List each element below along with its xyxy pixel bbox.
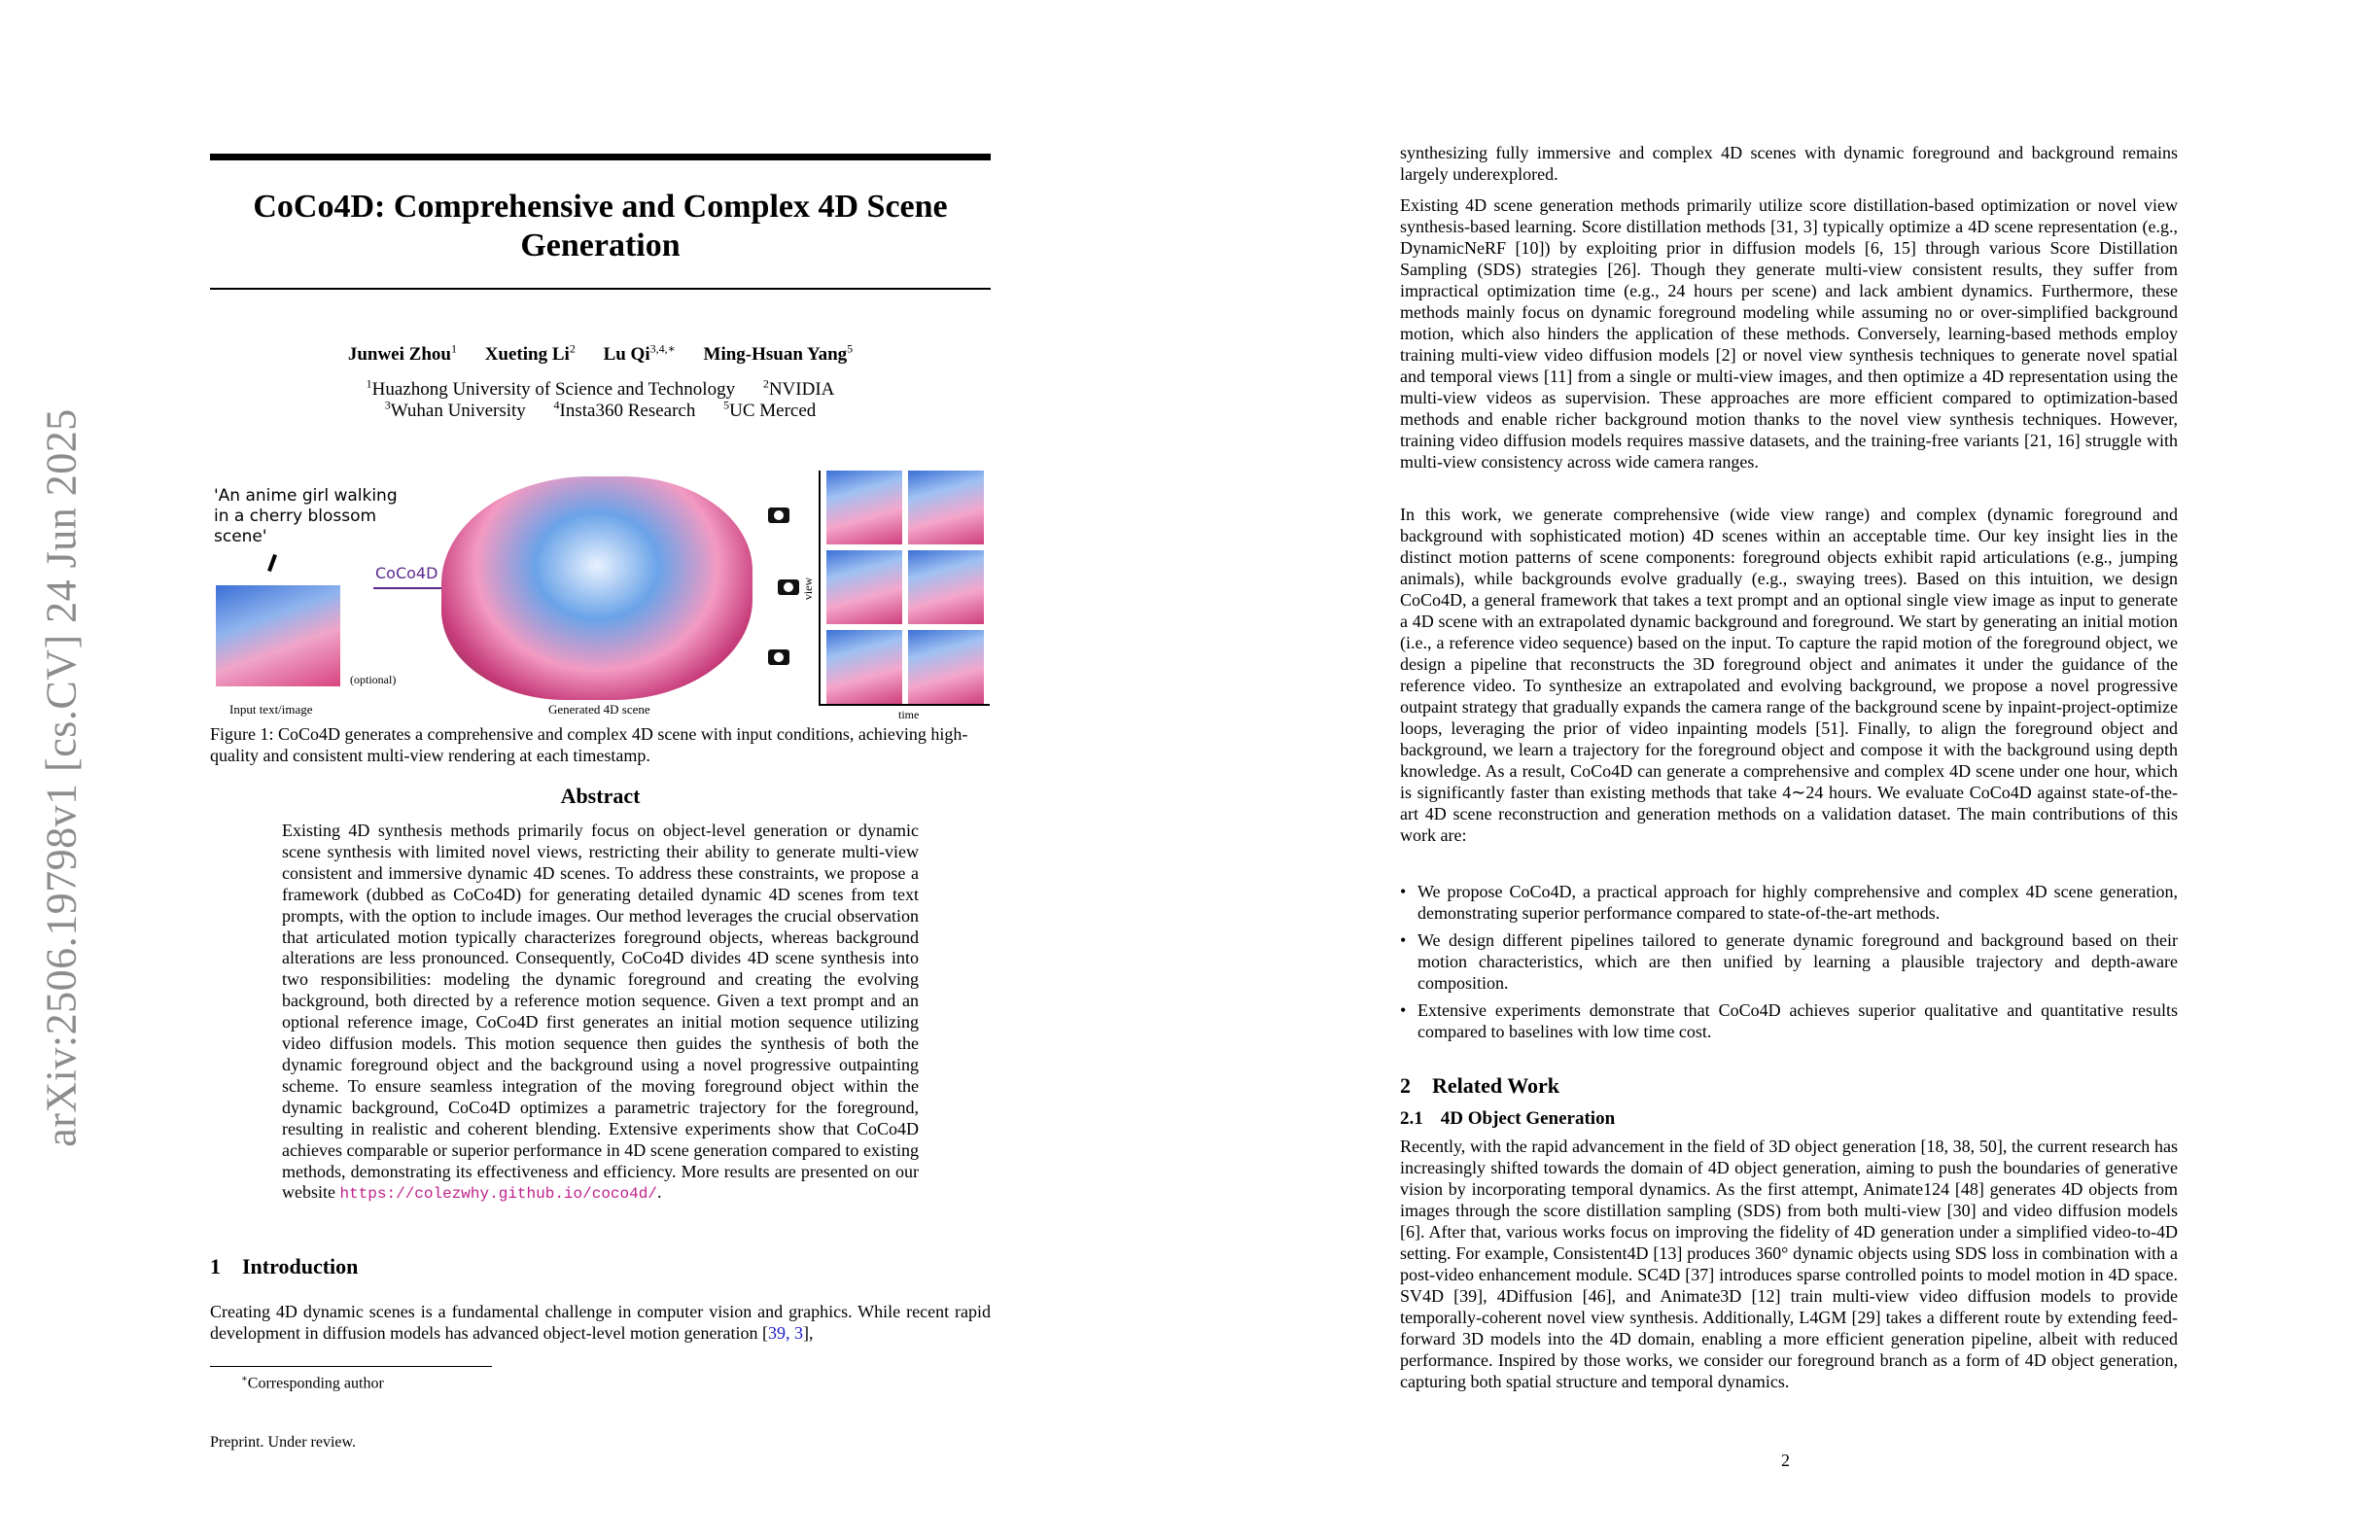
intro-paragraph-continued: synthesizing fully immersive and complex 4D scenes with dynamic foreground and background remains largely underexplored. xyxy=(1400,143,2178,184)
view-thumbnail xyxy=(826,630,902,704)
citation-link[interactable]: 39, 3 xyxy=(768,1323,804,1343)
time-axis xyxy=(819,704,990,706)
abstract-text: Existing 4D synthesis methods primarily focus on object-level generation or dynamic scene synthesis with limited novel views, restricting their ability to generate multi-view consistent and immersive dynamic 4D scenes. To address these constraints, we propose a framework (dubbed as CoCo4D) for generating detailed dynamic 4D scenes from text prompts, with the option to include images. Our method leverages the crucial observation that articulated motion typically characterizes foreground objects, whereas background alterations are less pronounced. Consequently, CoCo4D divides 4D scene synthesis into two responsibilities: modeling the dynamic foreground and creating the evolving background, both directed by a reference motion sequence. Given a text prompt and an optional reference image, CoCo4D first generates an initial motion sequence utilizing video diffusion models. This motion sequence then guides the synthesis of both the dynamic foreground object and the background using a novel progressive outpainting scheme. To ensure seamless integration of the moving foreground object within the dynamic background, CoCo4D optimizes a parametric trajectory for the foreground, resulting in realistic and coherent blending. Extensive experiments show that CoCo4D achieves comparable or superior performance in 4D scene generation compared to existing methods, demonstrating its effectiveness and efficiency. More results are presented on our website https://colezwhy.github.io/coco4d/. xyxy=(282,821,919,1204)
footnote-rule xyxy=(210,1366,492,1367)
view-thumbnail xyxy=(826,550,902,624)
time-axis-label: time xyxy=(898,708,920,721)
camera-icon xyxy=(768,649,789,665)
affiliations-line-2: $^3$Wuhan University $^4$Insta360 Research $^5$UC Merced xyxy=(384,399,817,422)
view-axis xyxy=(819,471,821,704)
list-item: • We design different pipelines tailored to generate dynamic foreground and background based on their motion characteristics, which are then unified by learning a plausible trajectory and depth-aware composition. xyxy=(1400,929,2178,994)
view-axis-label: view xyxy=(801,577,816,601)
section-heading-related-work: 2 Related Work xyxy=(1400,1073,1559,1098)
figure-prompt-text: 'An anime girl walking in a cherry blossom scene' xyxy=(214,486,398,546)
list-item: • Extensive experiments demonstrate that CoCo4D achieves superior qualitative and quantitative results compared to baselines with low time cost. xyxy=(1400,999,2178,1042)
subsection-heading-4d-object-generation: 2.1 4D Object Generation xyxy=(1400,1108,1616,1129)
affiliations-line-1: $^1$Huazhong University of Science and Technology $^2$NVIDIA xyxy=(366,377,835,401)
pencil-icon xyxy=(267,554,277,572)
generated-scene-image xyxy=(441,476,752,700)
title-top-rule xyxy=(210,154,991,160)
scene-label: Generated 4D scene xyxy=(548,702,650,717)
page-number: 2 xyxy=(1781,1451,1790,1470)
optional-label: (optional) xyxy=(350,673,397,686)
intro-paragraph: Creating 4D dynamic scenes is a fundamental challenge in computer vision and graphics. While recent rapid development in diffusion models has advanced object-level motion generation [39, 3], xyxy=(210,1302,991,1343)
view-thumbnail xyxy=(908,630,984,704)
arxiv-stamp: arXiv:2506.19798v1 [cs.CV] 24 Jun 2025 xyxy=(37,408,86,1147)
camera-icon xyxy=(778,579,799,595)
camera-icon xyxy=(768,508,789,523)
input-image xyxy=(216,585,340,686)
title-bottom-rule xyxy=(210,288,991,290)
author: Ming-Hsuan Yang$^5$ xyxy=(703,342,854,366)
view-thumbnail xyxy=(908,550,984,624)
website-link[interactable]: https://colezwhy.github.io/coco4d/ xyxy=(339,1185,657,1204)
figure-caption: Figure 1: CoCo4D generates a comprehensive and complex 4D scene with input conditions, achieving high-quality and consistent multi-view rendering at each timestamp. xyxy=(210,724,968,765)
intro-paragraph-existing-methods: Existing 4D scene generation methods primarily utilize score distillation-based optimization or novel view synthesis-based learning. Score distillation methods [31, 3] typically optimize a 4D scene representation (e.g., DynamicNeRF [10]) by exploiting prior in diffusion models [6, 15] through various Score Distillation Sampling (SDS) strategies [26]. Though they generate multi-view consistent results, they suffer from impractical optimization time (e.g., 24 hours per scene) and lack ambient dynamics. Furthermore, these methods mainly focus on dynamic foreground modeling while assuming no or over-simplified background motion, which also hinders the application of these methods. Conversely, learning-based methods employ training multi-view video diffusion models [2] or novel view synthesis techniques to generate novel spatial and temporal views [11] from a single or multi-view images, and then optimize a 4D representation using the multi-view videos as supervision. These approaches are more efficient compared to optimization-based methods and enable richer background motion thanks to the novel view synthesis techniques. However, training video diffusion models requires massive datasets, and the training-free variants [21, 16] struggle with multi-view consistency across wide camera ranges. xyxy=(1400,195,2178,472)
input-label: Input text/image xyxy=(229,702,313,717)
view-thumbnail xyxy=(908,471,984,544)
intro-paragraph-this-work: In this work, we generate comprehensive (wide view range) and complex (dynamic foreground and background with sophisticated motion) 4D scenes within an acceptable time. Our key insight lies in the distinct motion patterns of scene components: foreground objects exhibit rapid articulations (e.g., jumping animals), while backgrounds evolve gradually (e.g., swaying trees). Based on this intuition, we design CoCo4D, a general framework that takes a text prompt and an optional single view image as input to generate a 4D scene with an extrapolated dynamic background and foreground. We start by generating an initial motion (i.e., a reference video sequence) based on the input. To capture the rapid motion of the foreground object, we design a pipeline that reconstructs the 3D foreground object and animates it under the guidance of the reference video. To synthesize an extrapolated and evolving background, we propose a novel progressive outpaint strategy that gradually expands the camera range of the background scene by inpaint-project-optimize loops, leveraging the prior of video inpainting models [51]. Finally, to align the foreground object and background, we learn a trajectory for the foreground object and compose it with the background using depth knowledge. As a result, CoCo4D can generate a comprehensive and complex 4D scene under one hour, which is significantly faster than existing methods that take 4∼24 hours. We evaluate CoCo4D against state-of-the-art 4D scene reconstruction and generation methods on a validation dataset. The main contributions of this work are: xyxy=(1400,505,2178,845)
view-thumbnail xyxy=(826,471,902,544)
figure-method-tag: CoCo4D xyxy=(375,564,438,582)
paper-title: CoCo4D: Comprehensive and Complex 4D Scene Generation xyxy=(253,189,948,263)
contribution-list xyxy=(1400,881,2178,1048)
preprint-note: Preprint. Under review. xyxy=(210,1434,357,1451)
multi-view-grid xyxy=(826,471,986,704)
author: Lu $Qi^{3,4,∗}$ xyxy=(603,342,676,366)
author: Xueting Li$^2$ xyxy=(484,342,576,366)
author: Junwei Zhou$^1$ xyxy=(347,342,457,366)
related-work-paragraph: Recently, with the rapid advancement in the field of 3D object generation [18, 38, 50], the current research has increasingly shifted towards the domain of 4D object generation, aiming to push the boundaries of generative vision by incorporating temporal dynamics. As the first attempt, Animate124 [48] generates 4D objects from images through the score distillation sampling (SDS) from both multi-view [30] and video diffusion models [6]. After that, various works focus on improving the fidelity of 4D generation under a simplified video-to-4D setting. For example, Consistent4D [13] produces 360° dynamic objects using SDS loss in combination with a post-video enhancement module. SC4D [37] introduces sparse controlled points to model motion in 4D space. SV4D [39], 4Diffusion [46], and Animate3D [12] train multi-view video diffusion models to provide temporally-coherent novel view synthesis. Additionally, L4GM [29] takes a different route by extending feed-forward 3D models into the 4D domain, enabling a more efficient generation pipeline, albeit with reduced performance. Inspired by those works, we consider our foreground branch as a form of 4D object generation, capturing both spatial structure and temporal dynamics. xyxy=(1400,1137,2178,1391)
list-item: • We propose CoCo4D, a practical approach for highly comprehensive and complex 4D scene generation, demonstrating superior performance compared to state-of-the-art methods. xyxy=(1400,881,2178,924)
footnote: ∗Corresponding author xyxy=(241,1374,384,1392)
figure-1 xyxy=(210,465,991,719)
author-list xyxy=(210,342,991,366)
section-heading-introduction: 1 Introduction xyxy=(210,1254,359,1278)
abstract-heading: Abstract xyxy=(560,784,641,808)
